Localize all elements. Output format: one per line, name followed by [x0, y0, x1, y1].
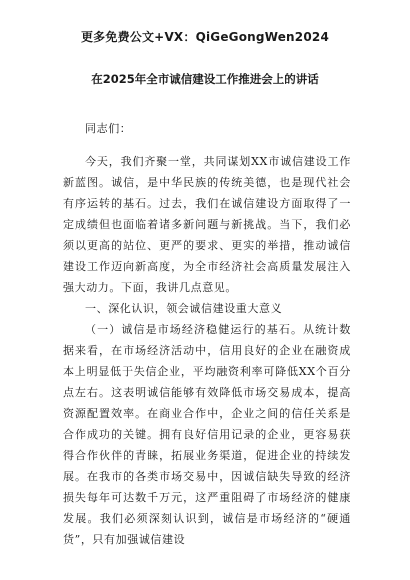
document-body: [63, 118, 351, 550]
salutation: 同志们：: [85, 122, 132, 135]
header-watermark: 更多免费公文+VX：QiGeGongWen2024: [80, 30, 329, 44]
paragraph-intro: 今天，我们齐聚一堂，共同谋划XX市诚信建设工作新蓝图。诚信，是中华民族的传统美德，也是现代社会有序运转的基石。过去，我们在诚信建设方面取得了一定成绩但也面临着诸多新问题与新挑战。当下，我们必须以更高的站位、更严的要求、更实的举措，推动诚信建设工作迈向新高度，为全市经济社会高质量发展注入强大动力。下面，我讲几点意见。: [63, 155, 351, 294]
document-title: 在2025年全市诚信建设工作推进会上的讲话: [91, 72, 319, 86]
section-heading: 一、深化认识，领会诚信建设重大意义: [85, 302, 283, 315]
paragraph-point-1: （一）诚信是市场经济稳健运行的基石。从统计数据来看，在市场经济活动中，信用良好的企业在融资成本上明显低于失信企业，平均融资利率可降低XX个百分点左右。这表明诚信能够有效降低市场交易成本，提高资源配置效率。在商业合作中，企业之间的信任关系是合作成功的关键。拥有良好信用记录的企业，更容易获得合作伙伴的青睐，拓展业务渠道，促进企业的持续发展。在我市的各类市场交易中，因诚信缺失导致的经济损失每年可达数千万元，这严重阻碍了市场经济的健康发展。我们必须深刻认识到，诚信是市场经济的“硬通货”，只有加强诚信建设: [63, 323, 351, 546]
